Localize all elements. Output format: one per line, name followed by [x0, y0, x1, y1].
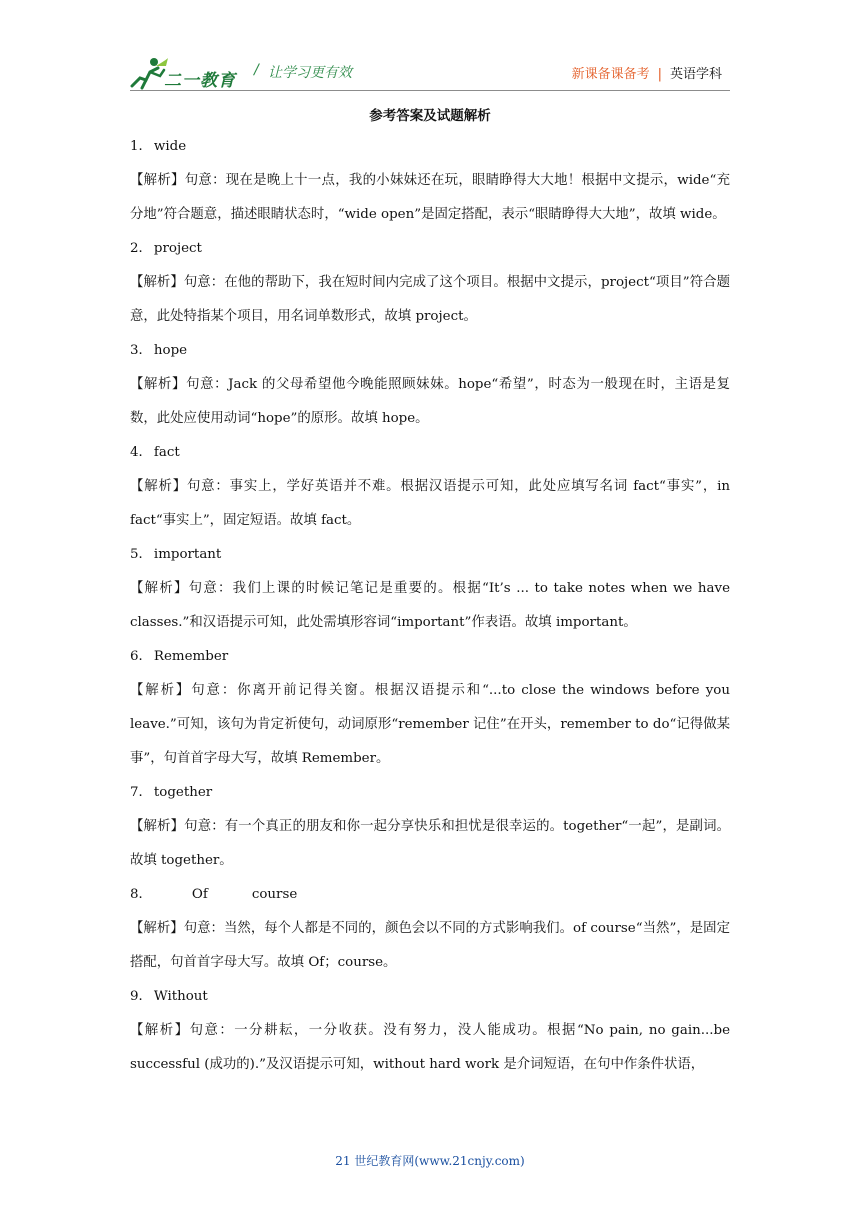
question-number-9	[130, 980, 730, 1014]
analysis-tag: 【解析】	[130, 479, 187, 494]
header-separator: |	[657, 67, 662, 82]
slogan: 让学习更有效	[268, 65, 352, 81]
answer-word: important	[153, 547, 222, 562]
item-number: 9．	[130, 989, 152, 1004]
explanation-text: 句意：在他的帮助下，我在短时间内完成了这个项目。根据中文提示，project“项目”符合题意，此处特指某个项目，用名词单数形式，故填 project。	[130, 275, 730, 324]
header-divider	[130, 90, 730, 91]
analysis-tag: 【解析】	[130, 275, 184, 290]
explanation-1	[130, 164, 730, 232]
item-number: 3．	[130, 343, 152, 358]
question-number-6	[130, 640, 730, 674]
header-subject: 英语学科	[669, 67, 722, 82]
logo-text: 二一教育	[164, 71, 236, 91]
item-number: 5．	[130, 547, 152, 562]
explanation-5	[130, 572, 730, 640]
explanation-text: 句意：你离开前记得关窗。根据汉语提示和“...to close the windows before you leave.”可知，该句为肯定祈使句，动词原形“remember 记住”在开头，remember to do“记得做某事”，句首首字母大写，故填 Remember。	[130, 683, 730, 766]
analysis-tag: 【解析】	[130, 819, 185, 834]
answer-word: Remember	[153, 649, 229, 664]
item-number: 6．	[130, 649, 152, 664]
answer-word: project	[153, 241, 202, 256]
explanation-2	[130, 266, 730, 334]
question-number-3	[130, 334, 730, 368]
explanation-6	[130, 674, 730, 776]
explanation-text: 句意：有一个真正的朋友和你一起分享快乐和担忧是很幸运的。together“一起”，是副词。故填 together。	[130, 819, 731, 868]
explanation-7	[130, 810, 730, 878]
item-number: 4．	[130, 445, 152, 460]
question-number-7	[130, 776, 730, 810]
question-number-1	[130, 130, 730, 164]
explanation-text: 句意：现在是晚上十一点，我的小妹妹还在玩，眼睛睁得大大地！根据中文提示，wide“充分地”符合题意，描述眼睛状态时，“wide open”是固定搭配，表示“眼睛睁得大大地”，故填 wide。	[130, 173, 731, 222]
explanation-text: 句意：事实上，学好英语并不难。根据汉语提示可知，此处应填写名词 fact“事实”，in fact“事实上”，固定短语。故填 fact。	[130, 479, 730, 528]
explanation-9	[130, 1014, 730, 1082]
explanation-text: 句意：Jack 的父母希望他今晚能照顾妹妹。hope“希望”，时态为一般现在时，主语是复数，此处应使用动词“hope”的原形。故填 hope。	[130, 377, 731, 426]
header-slash: /	[254, 62, 259, 78]
brand-logo	[130, 56, 250, 90]
answer-word: together	[153, 785, 213, 800]
explanation-4	[130, 470, 730, 538]
explanation-3	[130, 368, 730, 436]
answer-word-b: course	[251, 887, 298, 902]
analysis-tag: 【解析】	[130, 377, 187, 392]
explanation-8	[130, 912, 730, 980]
answer-word: fact	[153, 445, 180, 460]
analysis-tag: 【解析】	[130, 921, 184, 936]
page-footer: 21 世纪教育网(www.21cnjy.com)	[335, 1154, 525, 1168]
page-header	[130, 50, 730, 90]
question-number-4	[130, 436, 730, 470]
item-number: 7．	[130, 785, 152, 800]
explanation-text: 句意：一分耕耘，一分收获。没有努力，没人能成功。根据“No pain, no gain...be successful (成功的).”及汉语提示可知，without hard work 是介词短语，在句中作条件状语，	[130, 1023, 730, 1072]
answer-key	[130, 104, 730, 1082]
answer-word: hope	[153, 343, 188, 358]
page-title: 参考答案及试题解析	[369, 108, 491, 124]
item-number: 8．	[130, 887, 152, 902]
analysis-tag: 【解析】	[130, 173, 185, 188]
answer-word-a: Of	[191, 887, 208, 902]
answer-word: Without	[153, 989, 208, 1004]
question-number-8	[130, 878, 730, 912]
item-number: 1．	[130, 139, 152, 154]
explanation-text: 句意：我们上课的时候记笔记是重要的。根据“It’s ... to take notes when we have classes.”和汉语提示可知，此处需填形容词“important”作表语。故填 important。	[130, 581, 730, 630]
explanation-text: 句意：当然，每个人都是不同的，颜色会以不同的方式影响我们。of course“当然”，是固定搭配，句首首字母大写。故填 Of；course。	[130, 921, 730, 970]
header-tagline: 新课备课备考	[571, 67, 650, 82]
header-right	[572, 63, 722, 82]
question-number-2	[130, 232, 730, 266]
analysis-tag: 【解析】	[130, 683, 192, 698]
answer-word: wide	[153, 139, 187, 154]
item-number: 2．	[130, 241, 152, 256]
question-number-5	[130, 538, 730, 572]
analysis-tag: 【解析】	[130, 581, 189, 596]
analysis-tag: 【解析】	[130, 1023, 190, 1038]
